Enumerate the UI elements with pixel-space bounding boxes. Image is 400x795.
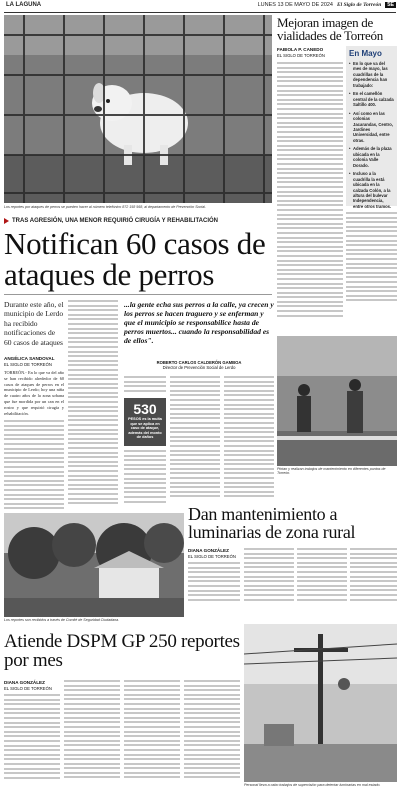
pull-quote: ...la gente echa sus perros a la calle, ya crecen y los perros se hacen traguero y se enferman y que el municipio se responsabilice hasta de perros muertos... cuando la responsabilidad es de ellos". (124, 300, 274, 346)
main-byline-outlet: EL SIGLO DE TORREÓN (4, 361, 52, 367)
sidebar-body-text-2 (346, 212, 397, 312)
sidebar-info-box (346, 46, 397, 209)
dog-photo (4, 15, 272, 203)
main-col3-text (124, 376, 166, 398)
sidebar-headline: Mejoran imagen de vialidades de Torreón (277, 15, 383, 43)
main-kicker (4, 218, 274, 224)
sidebar-box-item: • En el camellón central de la calzada Saltillo 400. (349, 91, 394, 107)
quote-role: Director de Prevención Social de Lerdo (162, 365, 236, 371)
main-deck: Durante este año, el municipio de Lerdo ha recibido notificaciones de 60 casos de ataques (4, 300, 64, 347)
page-date: LUNES 13 DE MAYO DE 2024 (257, 2, 333, 8)
kicker-triangle-icon (4, 218, 9, 224)
pull-quote-attribution (124, 360, 274, 371)
sidebar-photo-caption: Pintan y realizan trabajos de mantenimiento en diferentes puntos de Torreón. (277, 467, 386, 476)
dspm-byline-outlet: EL SIGLO DE TORREÓN (4, 685, 52, 691)
sidebar-box-item: • En lo que va del mes de mayo, las cuadrillas de la dependencia han trabajado: (349, 61, 394, 88)
main-byline (4, 356, 64, 367)
dspm-byline-name: DIANA GONZÁLEZ (4, 680, 45, 685)
lighting-byline (188, 548, 240, 559)
main-col1-text (4, 420, 64, 510)
main-kicker-text: TRAS AGRESIÓN, UNA MENOR REQUIRIÓ CIRUGÍA Y REHABILITACIÓN (12, 218, 219, 224)
page-code: 5E (387, 2, 394, 8)
lighting-headline: Dan mantenimiento a luminarias de zona rural (188, 504, 356, 542)
dspm-col2-text (64, 680, 120, 790)
main-byline-name: ANGÉLICA SANDOVAL (4, 356, 55, 361)
sidebar-byline-name: FABIOLA P. CANEDO (277, 47, 324, 52)
lighting-col1-text (188, 562, 240, 610)
fine-stat-box (124, 398, 166, 446)
section-name: LA LAGUNA (6, 2, 42, 8)
main-col2-text (68, 300, 118, 510)
masthead-info (258, 2, 396, 8)
dspm-col1-text (4, 694, 60, 790)
power-lines-photo-caption: Personal lleva a cabo trabajos de supervisión para detectar luminarias en mal estado. (244, 783, 381, 787)
lighting-col2-text (244, 548, 294, 610)
dspm-col4-text (184, 680, 240, 790)
trees-house-illustration (4, 513, 184, 617)
newspaper-brand: El Siglo de Torreón (337, 2, 382, 8)
main-col5-text (224, 376, 274, 510)
sidebar-box-title: En Mayo (349, 49, 382, 58)
main-headline: Notifican 60 casos de ataques de perros (4, 226, 266, 292)
sidebar-byline-outlet: EL SIGLO DE TORREÓN (277, 52, 325, 58)
fine-label: PESOS es la multa que se aplica en caso de ataque, además del monto de daños (128, 417, 162, 440)
sidebar-byline (277, 47, 345, 58)
main-col3b-text (124, 450, 166, 510)
dog-fence-illustration (4, 15, 272, 203)
main-lead-paragraph: TORREÓN.- En lo que va del año se han recibido alrededor de 60 casos de ataques de perros en el municipio de Lerdo; hoy una niña de cuatro años de la zona urbana que fue mordida por un can en el rostro y que requirió cirugía y rehabilitación. (4, 370, 64, 416)
lighting-byline-outlet: EL SIGLO DE TORREÓN (188, 553, 236, 559)
power-pole-illustration (244, 624, 397, 782)
street-painting-illustration (277, 336, 397, 466)
lighting-photo (4, 513, 184, 617)
dspm-headline: Atiende DSPM GP 250 reportes por mes (4, 631, 240, 671)
lighting-col3-text (297, 548, 347, 610)
sidebar-box-item: • Así como en las colonias Jacarandas, Centro, Jardines Universidad, entre otras. (349, 111, 394, 144)
power-lines-photo (244, 624, 397, 782)
quote-author: ROBERTO CARLOS CALDERÓN GAMBOA (156, 360, 242, 365)
lighting-col4-text (350, 548, 397, 610)
dspm-col3-text (124, 680, 180, 790)
lighting-byline-name: DIANA GONZÁLEZ (188, 548, 229, 553)
main-col4-text (170, 376, 220, 510)
fine-amount: 530 (133, 401, 157, 417)
sidebar-box-item: • Incluso a la cuadrilla la está ubicada en la calzada Colón, a la altura del bulevar Independencia, entre otros tramos. (349, 171, 394, 209)
sidebar-photo (277, 336, 397, 466)
headline-rule (4, 294, 272, 295)
lighting-photo-caption: Los reportes son recibidos a través de Comité de Seguridad Ciudadana. (4, 618, 120, 622)
sidebar-box-item: • Además de la plaza ubicada en la colonia Valle Dorado. (349, 146, 394, 168)
top-rule (4, 12, 396, 13)
dog-photo-caption: Los reportes por ataques de perros se pueden hacer al número telefónico 872 158 568, al departamento de Prevención Social. (4, 205, 206, 209)
dspm-byline (4, 680, 60, 691)
sidebar-body-text (277, 62, 343, 332)
